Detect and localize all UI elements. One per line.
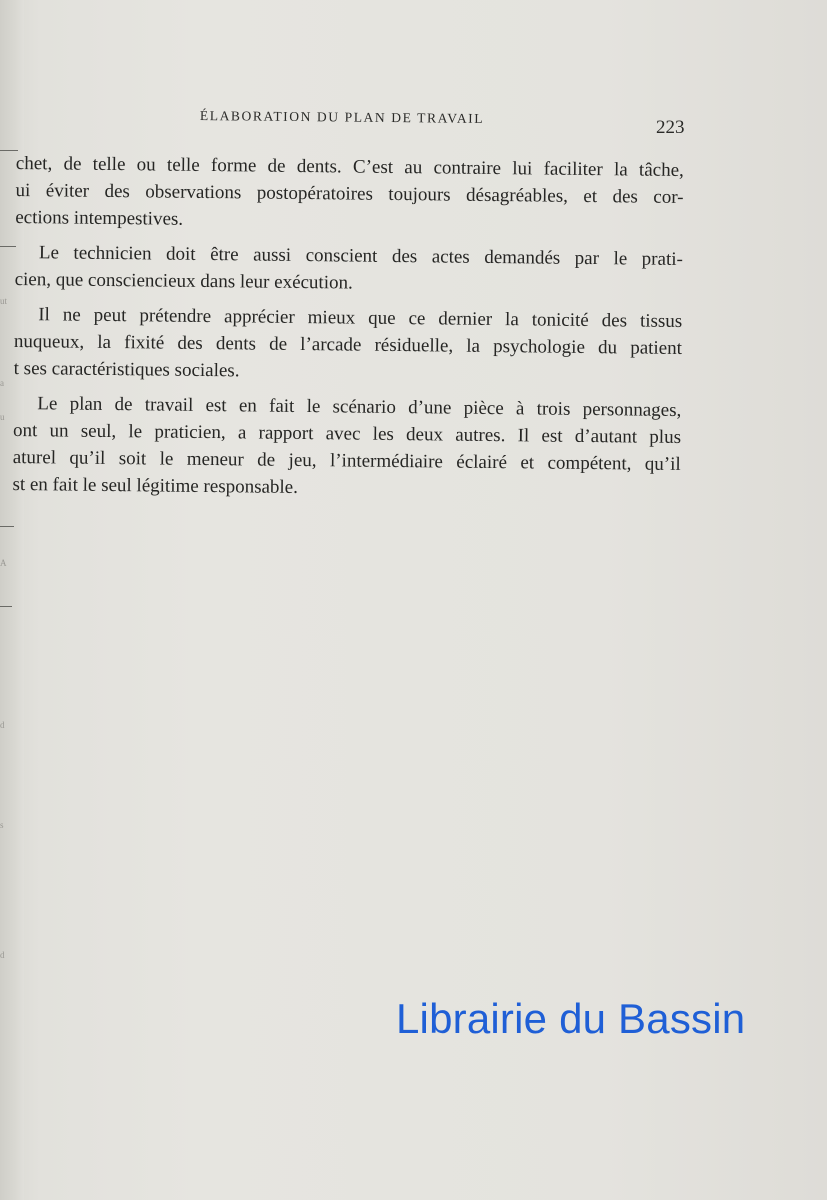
text-line: Il ne peut prétendre apprécier mieux que ce dernier la tonicité des tissus — [38, 304, 683, 332]
bleed-through-mark: ut — [0, 296, 8, 306]
bleed-through-mark: A — [0, 558, 7, 568]
paragraph — [12, 390, 681, 505]
text-line: nuqueux, la fixité des dents de l’arcade résiduelle, la psychologie du patient — [13, 330, 683, 359]
text-line: st en fait le seul légitime responsable. — [12, 473, 299, 498]
edge-rule — [0, 606, 12, 607]
bleed-through-mark: u — [0, 412, 5, 422]
text-line: Le technicien doit être aussi conscient des actes demandés par le prati- — [38, 242, 683, 270]
bleed-through-mark: d — [0, 720, 5, 730]
text-line: aturel qu’il soit le meneur de jeu, l’intermédiaire éclairé et compétent, qu’il — [12, 446, 681, 475]
page-number: 223 — [656, 117, 685, 138]
text-line: chet, de telle ou telle forme de dents. C’est au contraire lui faciliter la tâche, — [15, 152, 684, 181]
paragraph — [15, 150, 684, 238]
text-line: t ses caractéristiques sociales. — [13, 357, 240, 382]
bleed-through-mark: a — [0, 378, 4, 388]
text-line: cien, que consciencieux dans leur exécution. — [14, 268, 353, 294]
running-head: ÉLABORATION DU PLAN DE TRAVAIL — [199, 108, 485, 126]
text-line: ections intempestives. — [15, 206, 184, 230]
bleed-through-mark: s — [0, 820, 4, 830]
edge-rule — [0, 526, 14, 527]
edge-rule — [0, 246, 16, 247]
text-line: ui éviter des observations postopératoires toujours désagréables, et des cor- — [15, 179, 684, 208]
seller-watermark: Librairie du Bassin — [396, 995, 746, 1042]
text-line: Le plan de travail est en fait le scénario d’une pièce à trois personnages, — [37, 393, 682, 421]
body-text — [12, 150, 684, 513]
bleed-through-mark: d — [0, 950, 5, 960]
paragraph — [15, 239, 684, 300]
text-line: ont un seul, le praticien, a rapport avec les deux autres. Il est d’autant plus — [12, 419, 682, 448]
paragraph — [14, 301, 683, 389]
